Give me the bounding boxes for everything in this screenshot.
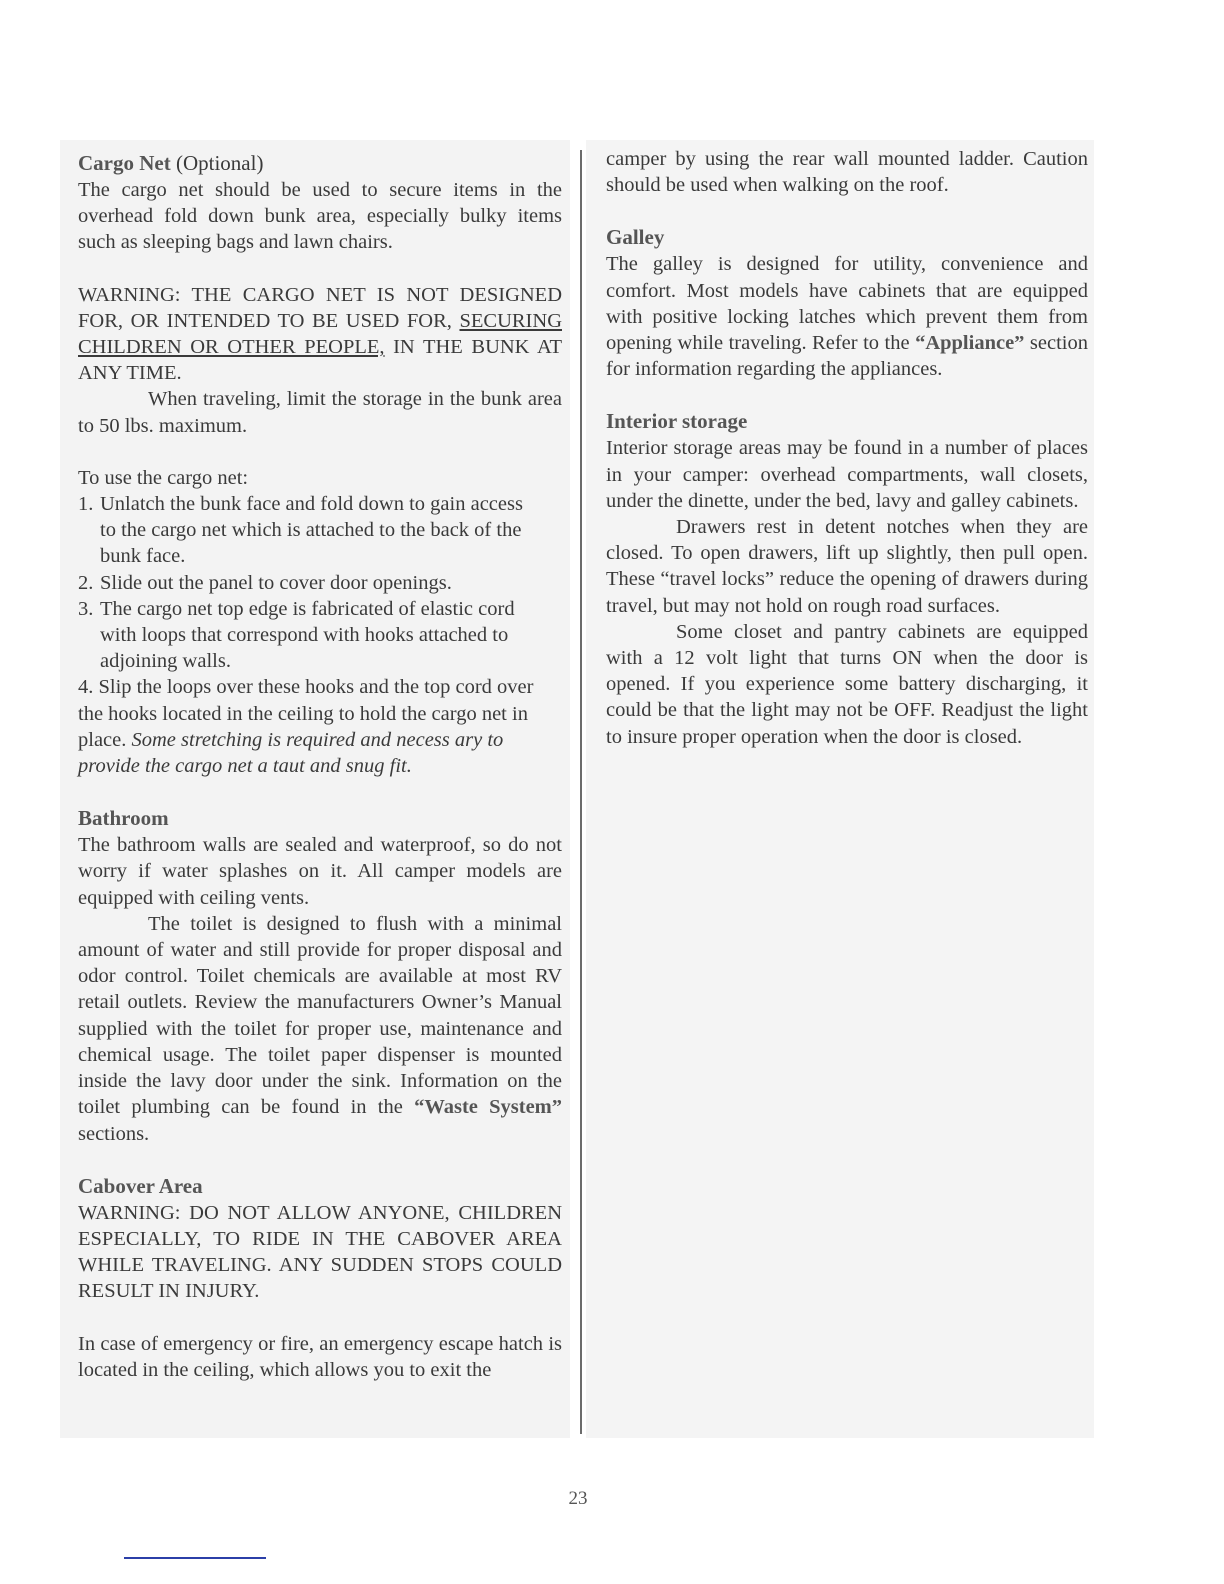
bunk-limit-paragraph: When traveling, limit the storage in the bunk area to 50 lbs. maximum. [78, 388, 562, 437]
cargo-net-warning: WARNING: THE CARGO NET IS NOT DESIGNED FOR, OR INTENDED TO BE USED FOR, SECURING CHILDREN OR OTHER PEOPLE, IN THE BUNK AT ANY TIME. [78, 283, 563, 385]
list-item: 1. Unlatch the bunk face and fold down to gain access to the cargo net which is attached to the back of the bunk face. [78, 493, 523, 568]
to-use-label: To use the cargo net: [78, 466, 249, 489]
right-column [586, 140, 1094, 1438]
cargo-net-heading: Cargo Net (Optional) [78, 151, 264, 175]
cabover-paragraph: In case of emergency or fire, an emergency escape hatch is located in the ceiling, which allows you to exit the [78, 1332, 562, 1381]
list-item: 3. The cargo net top edge is fabricated of elastic cord with loops that correspond with hooks attached to adjoining walls. [78, 597, 515, 673]
cargo-net-paragraph: The cargo net should be used to secure items in the overhead fold down bunk area, especially bulky items such as sleeping bags and lawn chairs. [78, 179, 562, 254]
step-4-paragraph: 4. Slip the loops over these hooks and the top cord over the hooks located in the ceiling to hold the cargo net in place. Some stretching is required and necess ary to provide the cargo net a taut and snug fit. [78, 676, 534, 778]
cargo-net-steps [78, 491, 562, 674]
interior-storage-paragraph-2: Drawers rest in detent notches when they are closed. To open drawers, lift up slightly, then pull open. These “travel locks” reduce the opening of drawers during travel, but may not hold on rough road surfaces. [606, 516, 1088, 617]
bathroom-heading: Bathroom [78, 806, 169, 831]
cabover-warning: WARNING: DO NOT ALLOW ANYONE, CHILDREN ESPECIALLY, TO RIDE IN THE CABOVER AREA WHILE TRAVELING. ANY SUDDEN STOPS COULD RESULT IN INJURY. [78, 1201, 562, 1303]
interior-storage-paragraph-3: Some closet and pantry cabinets are equipped with a 12 volt light that turns ON when the door is opened. If you experience some battery discharging, it could be that the light may not be OFF. Readjust the light to insure proper operation when the door is closed. [606, 620, 1088, 748]
left-column [60, 140, 570, 1438]
bathroom-paragraph-1: The bathroom walls are sealed and waterproof, so do not worry if water splashes on it. All camper models are equipped with ceiling vents. [78, 834, 562, 909]
column-divider [580, 150, 582, 1434]
bathroom-paragraph-2: The toilet is designed to flush with a minimal amount of water and still provide for proper disposal and odor control. Toilet chemicals are available at most RV retail outlets. Review the manufacturers Owner’s Manual supplied with the toilet for proper use, maintenance and chemical usage. The toilet paper dispenser is mounted inside the lavy door under the sink. Information on the toilet plumbing can be found in the “Waste System” sections. [78, 912, 562, 1145]
page-number: 23 [568, 1488, 588, 1509]
cabover-heading: Cabover Area [78, 1173, 203, 1198]
interior-storage-heading: Interior storage [606, 409, 748, 434]
footer-rule [124, 1557, 266, 1559]
galley-paragraph: The galley is designed for utility, convenience and comfort. Most models have cabinets that are equipped with positive locking latches which prevent them from opening while traveling. Refer to the “Appliance” section for information regarding the appliances. [606, 253, 1088, 381]
continued-paragraph: camper by using the rear wall mounted ladder. Caution should be used when walking on the roof. [606, 148, 1088, 197]
galley-heading: Galley [606, 225, 665, 250]
interior-storage-paragraph-1: Interior storage areas may be found in a number of places in your camper: overhead compartments, wall closets, under the dinette, under the bed, lavy and galley cabinets. [606, 437, 1088, 512]
list-item: 2. Slide out the panel to cover door openings. [78, 571, 452, 594]
